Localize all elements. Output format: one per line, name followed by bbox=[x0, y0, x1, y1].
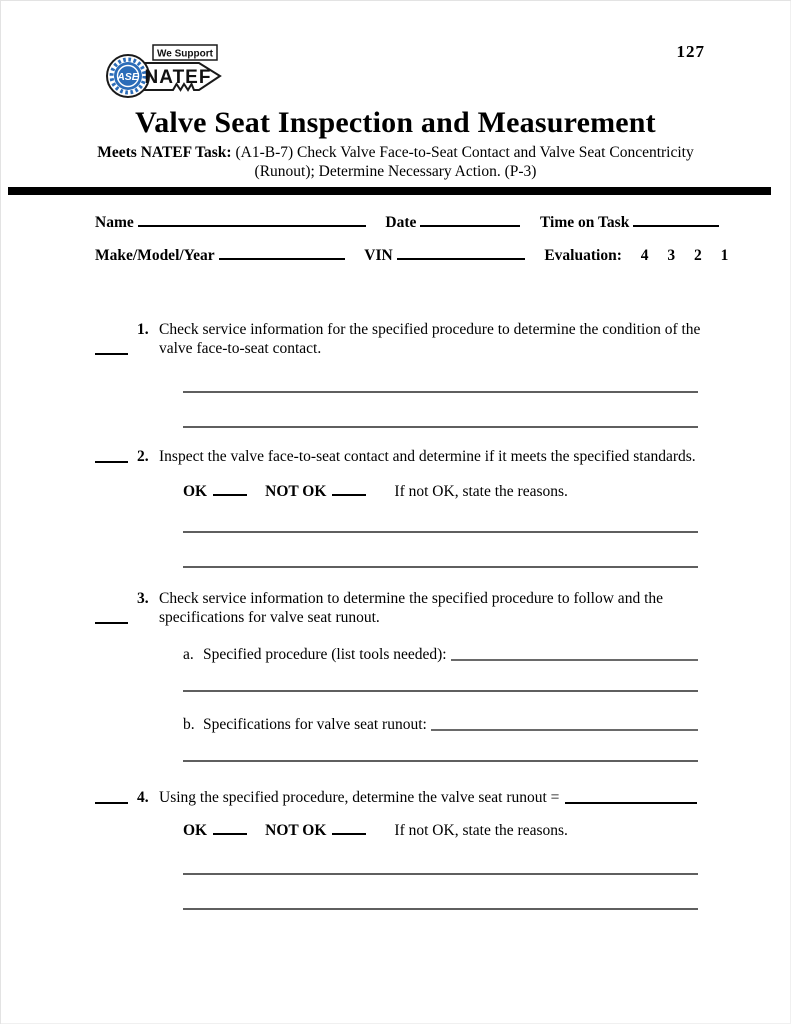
substep-a-letter: a. bbox=[183, 646, 194, 663]
name-date-time-row bbox=[95, 214, 703, 232]
make-model-year-label: Make/Model/Year bbox=[95, 247, 215, 264]
step-4 bbox=[95, 788, 703, 807]
substep-a-text: Specified procedure (list tools needed): bbox=[203, 646, 447, 663]
not-ok-label: NOT OK bbox=[265, 822, 327, 839]
natef-task-line2: (Runout); Determine Necessary Action. (P-3) bbox=[254, 163, 537, 180]
step-3-number: 3. bbox=[137, 590, 149, 607]
name-label: Name bbox=[95, 214, 134, 231]
make-model-year-blank bbox=[219, 258, 345, 260]
ok-notok-row bbox=[183, 482, 703, 501]
natef-logo bbox=[98, 36, 226, 111]
not-ok-blank bbox=[332, 833, 366, 835]
answer-line bbox=[183, 531, 698, 533]
task-steps bbox=[95, 320, 703, 910]
date-label: Date bbox=[385, 214, 417, 231]
step-2-text: Inspect the valve face-to-seat contact and determine if it meets the specified standards. bbox=[159, 448, 696, 465]
logo-support-text: We Support bbox=[157, 48, 213, 60]
time-on-task-blank bbox=[633, 225, 719, 227]
step-4-number: 4. bbox=[137, 789, 149, 806]
step-4-line bbox=[159, 788, 703, 807]
substep-b bbox=[183, 715, 698, 734]
answer-line bbox=[183, 391, 698, 393]
time-on-task-label: Time on Task bbox=[540, 214, 630, 231]
evaluation-value-3: 3 bbox=[667, 247, 676, 264]
header-divider-rule bbox=[8, 187, 771, 195]
page-number: 127 bbox=[676, 42, 705, 61]
evaluation-value-4: 4 bbox=[640, 247, 649, 264]
substep-a-blank bbox=[451, 659, 698, 661]
step-4-check-blank bbox=[95, 802, 128, 804]
answer-line bbox=[183, 690, 698, 692]
step-1 bbox=[95, 320, 703, 358]
ok-label: OK bbox=[183, 822, 208, 839]
vin-blank bbox=[397, 258, 525, 260]
answer-line bbox=[183, 566, 698, 568]
step-4-text: Using the specified procedure, determine the valve seat runout = bbox=[159, 789, 560, 806]
not-ok-label: NOT OK bbox=[265, 483, 327, 500]
page-title: Valve Seat Inspection and Measurement bbox=[135, 106, 656, 139]
step-4-runout-blank bbox=[565, 802, 697, 804]
answer-line bbox=[183, 760, 698, 762]
natef-task-line1 bbox=[0, 144, 791, 162]
name-blank bbox=[138, 225, 366, 227]
answer-line bbox=[183, 908, 698, 910]
answer-line bbox=[183, 426, 698, 428]
not-ok-blank bbox=[332, 494, 366, 496]
step-2-number: 2. bbox=[137, 448, 149, 465]
ok-blank bbox=[213, 494, 247, 496]
logo-org-text: NATEF bbox=[144, 67, 212, 88]
ase-gear-text: ASE bbox=[117, 71, 139, 83]
substep-b-text: Specifications for valve seat runout: bbox=[203, 716, 427, 733]
vehicle-row bbox=[95, 247, 729, 265]
step-3 bbox=[95, 589, 703, 627]
ok-blank bbox=[213, 833, 247, 835]
step-1-check-blank bbox=[95, 353, 128, 355]
natef-task-text: (A1-B-7) Check Valve Face-to-Seat Contact and Valve Seat Concentricity bbox=[231, 144, 694, 161]
substep-b-letter: b. bbox=[183, 716, 195, 733]
substep-b-blank bbox=[431, 729, 698, 731]
vin-label: VIN bbox=[364, 247, 393, 264]
evaluation-value-1: 1 bbox=[720, 247, 729, 264]
step-1-number: 1. bbox=[137, 321, 149, 338]
step-2-check-blank bbox=[95, 461, 128, 463]
natef-key-logo-graphic bbox=[98, 36, 226, 106]
answer-line bbox=[183, 873, 698, 875]
ok-note: If not OK, state the reasons. bbox=[394, 483, 568, 500]
evaluation-label: Evaluation: bbox=[544, 247, 622, 264]
ok-note: If not OK, state the reasons. bbox=[394, 822, 568, 839]
step-3-text: Check service information to determine the specified procedure to follow and the specifications for valve seat runout. bbox=[159, 590, 663, 626]
substep-a bbox=[183, 645, 698, 664]
step-2 bbox=[95, 447, 703, 466]
identification-fields bbox=[95, 214, 729, 265]
ok-notok-row-2 bbox=[183, 821, 703, 840]
date-blank bbox=[420, 225, 520, 227]
step-3-check-blank bbox=[95, 622, 128, 624]
ok-label: OK bbox=[183, 483, 208, 500]
step-1-text: Check service information for the specified procedure to determine the condition of the valve face-to-seat contact. bbox=[159, 321, 701, 357]
evaluation-value-2: 2 bbox=[693, 247, 702, 264]
natef-task-label: Meets NATEF Task: bbox=[97, 144, 232, 161]
